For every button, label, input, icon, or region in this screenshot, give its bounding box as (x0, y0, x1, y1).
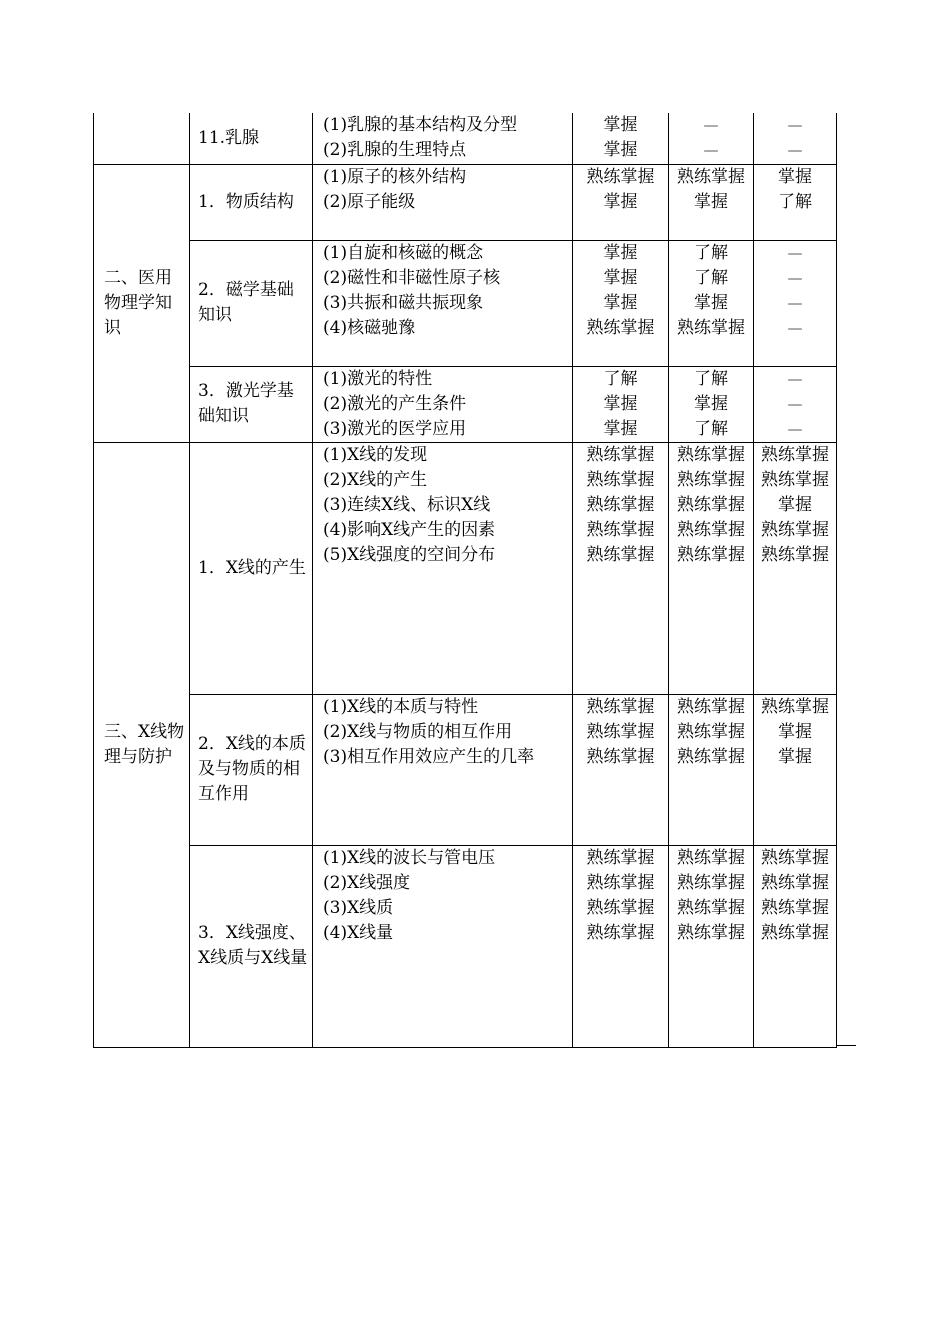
level-text: 熟练掌握 (677, 721, 745, 742)
content-line: (1)X线的波长与管电压 (323, 847, 496, 868)
content-line: (4)核磁驰豫 (323, 317, 416, 338)
level-cell (573, 366, 669, 442)
level-text: 熟练掌握 (677, 847, 745, 868)
content-line: (2)X线强度 (323, 872, 411, 893)
level-text: 熟练掌握 (586, 444, 655, 465)
content-line: (5)X线强度的空间分布 (323, 544, 496, 565)
level-text: 了解 (694, 267, 728, 288)
item-cell: 11.乳腺 (190, 113, 313, 164)
level-cell (573, 442, 669, 694)
level-text: 熟练掌握 (677, 494, 745, 515)
level-text: 熟练掌握 (586, 897, 655, 918)
level-text: 了解 (778, 191, 812, 212)
level-text: 掌握 (603, 393, 638, 414)
unit-cell: 三、X线物理与防护 (94, 442, 190, 1047)
content-cell (313, 240, 573, 366)
level-text: 熟练掌握 (761, 847, 829, 868)
syllabus-table (93, 113, 837, 1048)
level-text: 熟练掌握 (586, 469, 655, 490)
content-line: (3)共振和磁共振现象 (323, 292, 484, 313)
dash-mark: — (787, 394, 803, 413)
level-text: 熟练掌握 (586, 166, 655, 187)
dash-mark: — (787, 293, 803, 312)
level-text: 熟练掌握 (677, 746, 745, 767)
level-cell (573, 164, 669, 240)
content-cell (313, 164, 573, 240)
level-text: 掌握 (603, 140, 638, 160)
level-cell (754, 113, 837, 164)
level-cell (754, 442, 837, 694)
content-line: (2)X线的产生 (323, 469, 428, 490)
content-line: (2)激光的产生条件 (323, 393, 467, 414)
level-text: 熟练掌握 (586, 696, 655, 717)
level-cell (754, 240, 837, 366)
level-cell (754, 366, 837, 442)
table-bottom-rule-extension (836, 1045, 856, 1046)
level-text: 熟练掌握 (677, 519, 745, 540)
content-line: (1)原子的核外结构 (323, 166, 467, 187)
level-cell (754, 694, 837, 845)
level-text: 掌握 (603, 267, 638, 288)
level-text: 掌握 (778, 746, 812, 767)
level-text: 熟练掌握 (586, 847, 655, 868)
level-text: 了解 (694, 368, 728, 389)
level-text: 熟练掌握 (677, 544, 745, 565)
content-line: (2)磁性和非磁性原子核 (323, 267, 501, 288)
table-row (94, 113, 837, 164)
level-text: 熟练掌握 (761, 897, 829, 918)
level-text: 熟练掌握 (677, 696, 745, 717)
content-line: (3)激光的医学应用 (323, 418, 467, 439)
level-cell (573, 694, 669, 845)
level-text: 掌握 (603, 191, 638, 212)
dash-mark: — (787, 268, 803, 287)
level-text: 掌握 (778, 494, 812, 515)
level-text: 熟练掌握 (761, 444, 829, 465)
level-text: 掌握 (603, 242, 638, 263)
level-text: 掌握 (603, 292, 638, 313)
level-text: 熟练掌握 (761, 469, 829, 490)
level-text: 熟练掌握 (761, 922, 829, 943)
item-cell: 3．激光学基础知识 (190, 366, 313, 442)
content-line: (1)X线的发现 (323, 444, 428, 465)
level-cell (669, 366, 754, 442)
level-cell (754, 845, 837, 1047)
level-text: 掌握 (603, 418, 638, 439)
level-text: 掌握 (694, 393, 728, 414)
table-row (94, 845, 837, 1047)
level-text: 熟练掌握 (586, 746, 655, 767)
unit-cell (94, 113, 190, 164)
level-text: 熟练掌握 (586, 872, 655, 893)
content-cell (313, 845, 573, 1047)
level-text: 掌握 (694, 292, 728, 313)
content-line: (1)X线的本质与特性 (323, 696, 479, 717)
content-line: (4)影响X线产生的因素 (323, 519, 496, 540)
item-cell: 2．磁学基础知识 (190, 240, 313, 366)
level-text: 熟练掌握 (586, 494, 655, 515)
content-line: (3)连续X线、标识X线 (323, 494, 491, 515)
level-text: 熟练掌握 (586, 721, 655, 742)
dash-mark: — (787, 116, 803, 134)
level-text: 熟练掌握 (761, 872, 829, 893)
content-line: (1)乳腺的基本结构及分型 (323, 115, 518, 135)
item-cell: 1．物质结构 (190, 164, 313, 240)
level-text: 熟练掌握 (761, 519, 829, 540)
level-text: 了解 (694, 242, 728, 263)
dash-mark: — (787, 243, 803, 262)
table-row (94, 442, 837, 694)
level-text: 掌握 (694, 191, 728, 212)
level-cell (669, 164, 754, 240)
table-row (94, 164, 837, 240)
content-cell (313, 366, 573, 442)
level-text: 熟练掌握 (677, 922, 745, 943)
level-text: 熟练掌握 (677, 444, 745, 465)
level-text: 了解 (694, 418, 728, 439)
level-text: 了解 (603, 368, 638, 389)
level-text: 熟练掌握 (586, 922, 655, 943)
level-text: 熟练掌握 (761, 696, 829, 717)
dash-mark: — (787, 369, 803, 388)
level-cell (669, 113, 754, 164)
table-row (94, 240, 837, 366)
item-cell: 2．X线的本质及与物质的相互作用 (190, 694, 313, 845)
content-line: (1)自旋和核磁的概念 (323, 242, 484, 263)
content-cell (313, 113, 573, 164)
content-line: (3)相互作用效应产生的几率 (323, 746, 535, 767)
content-line: (2)乳腺的生理特点 (323, 140, 467, 160)
item-cell: 3．X线强度、X线质与X线量 (190, 845, 313, 1047)
content-line: (2)X线与物质的相互作用 (323, 721, 513, 742)
content-line: (3)X线质 (323, 897, 394, 918)
dash-mark: — (703, 116, 719, 134)
level-text: 熟练掌握 (761, 544, 829, 565)
level-cell (669, 845, 754, 1047)
level-text: 熟练掌握 (677, 897, 745, 918)
level-text: 掌握 (778, 166, 812, 187)
level-text: 熟练掌握 (586, 544, 655, 565)
level-cell (669, 240, 754, 366)
content-cell (313, 442, 573, 694)
unit-cell: 二、医用物理学知识 (94, 164, 190, 442)
dash-mark: — (703, 141, 719, 159)
level-cell (669, 694, 754, 845)
level-cell (754, 164, 837, 240)
content-line: (2)原子能级 (323, 191, 416, 212)
level-cell (573, 240, 669, 366)
dash-mark: — (787, 419, 803, 438)
dash-mark: — (787, 318, 803, 337)
level-text: 熟练掌握 (677, 872, 745, 893)
table-row (94, 366, 837, 442)
level-text: 熟练掌握 (677, 317, 745, 338)
content-line: (1)激光的特性 (323, 368, 433, 389)
level-text: 熟练掌握 (586, 519, 655, 540)
content-line: (4)X线量 (323, 922, 394, 943)
table-row (94, 694, 837, 845)
level-text: 掌握 (603, 115, 638, 135)
level-cell (573, 113, 669, 164)
level-text: 掌握 (778, 721, 812, 742)
level-cell (573, 845, 669, 1047)
content-cell (313, 694, 573, 845)
level-text: 熟练掌握 (677, 469, 745, 490)
level-text: 熟练掌握 (677, 166, 745, 187)
dash-mark: — (787, 141, 803, 159)
level-cell (669, 442, 754, 694)
level-text: 熟练掌握 (586, 317, 655, 338)
item-cell: 1．X线的产生 (190, 442, 313, 694)
